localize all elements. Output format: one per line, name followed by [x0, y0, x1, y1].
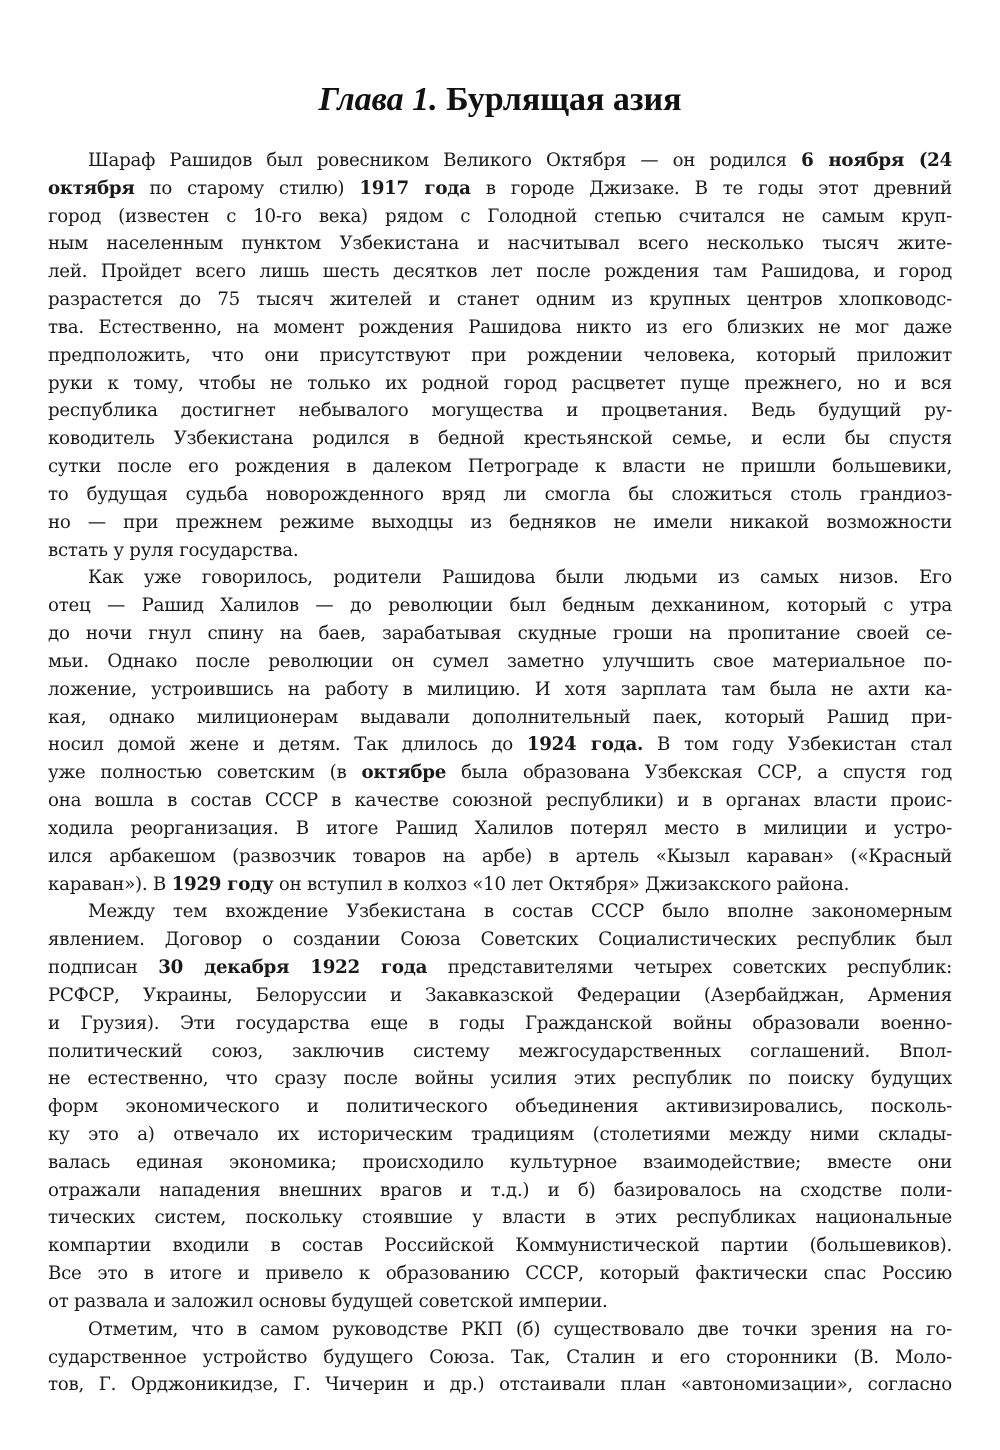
chapter-number: Глава 1.	[318, 80, 438, 118]
text-line	[48, 1065, 952, 1093]
text: Отметим, что в самом руководстве РКП (б) существовало две точки зрения на го-	[88, 1318, 952, 1340]
text-line	[48, 425, 952, 453]
text: предположить, что они присутствуют при рождении человека, который приложит	[48, 344, 952, 366]
text: сутки после его рождения в далеком Петрограде к власти не пришли большевики,	[48, 456, 952, 478]
text: разрастется до 75 тысяч жителей и станет одним из крупных центров хлопководс-	[48, 289, 952, 311]
text: явлением. Договор о создании Союза Советских Социалистических республик был	[48, 929, 952, 951]
text-line	[48, 1010, 952, 1038]
text-line	[48, 982, 952, 1010]
text-line	[48, 203, 952, 231]
text: подписан	[48, 957, 159, 979]
bold-text: 1929 году	[171, 873, 274, 895]
text-line	[48, 676, 952, 704]
text-line	[48, 1260, 952, 1288]
text-line	[48, 1344, 952, 1372]
text-line	[48, 1093, 952, 1121]
text: тов, Г. Орджоникидзе, Г. Чичерин и др.) отстаивали план «автономизации», согласно	[48, 1374, 952, 1396]
bold-text: 1924 года.	[526, 734, 644, 756]
text-line	[48, 704, 952, 732]
paragraph	[48, 564, 952, 898]
text: В том году Узбекистан стал	[643, 734, 953, 756]
text-line	[48, 1038, 952, 1066]
text: тических систем, поскольку стоявшие у власти в этих республиках национальные	[48, 1207, 952, 1229]
text: лей. Пройдет всего лишь шесть десятков лет после рождения там Рашидова, и город	[48, 261, 952, 283]
text: носил домой жене и детям. Так длилось до	[48, 734, 527, 756]
text-line	[48, 648, 952, 676]
text: он вступил в колхоз «10 лет Октября» Джизакского района.	[273, 873, 850, 895]
text: встать у руля государства.	[48, 539, 299, 561]
text-line	[48, 564, 952, 592]
bold-text: октября	[48, 177, 135, 199]
text: но — при прежнем режиме выходцы из бедняков не имели никакой возможности	[48, 511, 952, 533]
text: ководитель Узбекистана родился в бедной крестьянской семье, и если бы спустя	[48, 428, 952, 450]
text: сударственное устройство будущего Союза. Так, Сталин и его сторонники (В. Моло-	[48, 1346, 952, 1368]
text-line	[48, 1316, 952, 1344]
text-line	[48, 453, 952, 481]
text: отражали нападения внешних врагов и т.д.) и б) базировалось на сходстве поли-	[48, 1179, 952, 1201]
text: Все это в итоге и привело к образованию СССР, который фактически спас Россию	[48, 1263, 952, 1285]
text-line	[48, 1232, 952, 1260]
text: ложение, устроившись на работу в милицию. И хотя зарплата там была не ахти ка-	[48, 678, 952, 700]
text: Между тем вхождение Узбекистана в состав СССР было вполне закономерным	[88, 901, 952, 923]
text-line	[48, 954, 952, 982]
text: отец — Рашид Халилов — до революции был бедным дехканином, который с утра	[48, 595, 952, 617]
text-line	[48, 175, 952, 203]
text-line	[48, 1177, 952, 1205]
text: руки к тому, чтобы не только их родной город расцветет пуще прежнего, но и вся	[48, 372, 952, 394]
text-line	[48, 537, 952, 565]
text: была образована Узбекская ССР, а спустя год	[446, 762, 953, 784]
text: то будущая судьба новорожденного вряд ли смогла бы сложиться столь грандиоз-	[48, 483, 952, 505]
text: в городе Джизаке. В те годы этот древний	[470, 177, 952, 199]
text-line	[48, 258, 952, 286]
text-line	[48, 314, 952, 342]
text: уже полностью советским (в	[48, 762, 362, 784]
paragraph	[48, 898, 952, 1315]
text-line	[48, 342, 952, 370]
text: ходила реорганизация. В итоге Рашид Халилов потерял место в милиции и устро-	[48, 817, 952, 839]
text-line	[48, 815, 952, 843]
text: Шараф Рашидов был ровесником Великого Октября — он родился	[88, 150, 802, 171]
text: валась единая экономика; происходило культурное взаимодействие; вместе они	[48, 1151, 952, 1173]
text: форм экономического и политического объединения активизировались, посколь-	[48, 1096, 952, 1118]
text-line	[48, 592, 952, 620]
text: компартии входили в состав Российской Коммунистической партии (большевиков).	[48, 1235, 952, 1257]
text: тва. Естественно, на момент рождения Рашидова никто из его близких не мог даже	[48, 316, 952, 338]
text: ным населенным пунктом Узбекистана и насчитывал всего несколько тысяч жите-	[48, 233, 952, 255]
text-line	[48, 871, 952, 899]
bold-text: 6 ноября (24	[801, 150, 952, 171]
text-line	[48, 509, 952, 537]
bold-text: октябре	[361, 762, 447, 784]
text: по старому стилю)	[134, 177, 360, 199]
paragraph	[48, 1316, 952, 1399]
text-line	[48, 1288, 952, 1316]
text-line	[48, 397, 952, 425]
text-line	[48, 147, 952, 175]
text-line	[48, 370, 952, 398]
text: до ночи гнул спину на баев, зарабатывая скудные гроши на пропитание своей се-	[48, 623, 952, 645]
text: от развала и заложил основы будущей советской империи.	[48, 1290, 608, 1312]
chapter-name: Бурлящая азия	[437, 80, 682, 118]
text: ился арбакешом (развозчик товаров на арбе) в артель «Кызыл караван» («Красный	[48, 845, 952, 867]
text: не естественно, что сразу после войны усилия этих республик по поиску будущих	[48, 1068, 952, 1090]
text-line	[48, 898, 952, 926]
text-line	[48, 787, 952, 815]
text-line	[48, 620, 952, 648]
text-line	[48, 1204, 952, 1232]
text: кая, однако милиционерам выдавали дополнительный паек, который Рашид при-	[48, 706, 952, 728]
text: караван»). В	[48, 873, 172, 895]
text: представителями четырех советских республик:	[427, 957, 952, 979]
text: Как уже говорилось, родители Рашидова были людьми из самых низов. Его	[88, 567, 952, 589]
paragraph	[48, 147, 952, 564]
bold-text: 1917 года	[359, 177, 471, 199]
text-line	[48, 1121, 952, 1149]
text: ку это а) отвечало их историческим традициям (столетиями между ними склады-	[48, 1123, 952, 1145]
text-line	[48, 230, 952, 258]
text: мьи. Однако после революции он сумел заметно улучшить свое материальное по-	[48, 650, 952, 672]
text: республика достигнет небывалого могущества и процветания. Ведь будущий ру-	[48, 400, 952, 422]
chapter-body	[48, 147, 952, 1399]
text-line	[48, 481, 952, 509]
text: город (известен с 10-го века) рядом с Голодной степью считался не самым круп-	[48, 205, 952, 227]
text-line	[48, 1149, 952, 1177]
text: РСФСР, Украины, Белоруссии и Закавказской Федерации (Азербайджан, Армения	[48, 984, 952, 1006]
chapter-title	[0, 81, 1000, 119]
bold-text: 30 декабря 1922 года	[158, 957, 428, 979]
text-line	[48, 759, 952, 787]
text: она вошла в состав СССР в качестве союзной республики) и в органах власти проис-	[48, 790, 952, 812]
text-line	[48, 843, 952, 871]
text-line	[48, 731, 952, 759]
text-line	[48, 286, 952, 314]
text: и Грузия). Эти государства еще в годы Гражданской войны образовали военно-	[48, 1012, 952, 1034]
text-line	[48, 1371, 952, 1399]
text: политический союз, заключив систему межгосударственных соглашений. Впол-	[48, 1040, 952, 1062]
text-line	[48, 926, 952, 954]
